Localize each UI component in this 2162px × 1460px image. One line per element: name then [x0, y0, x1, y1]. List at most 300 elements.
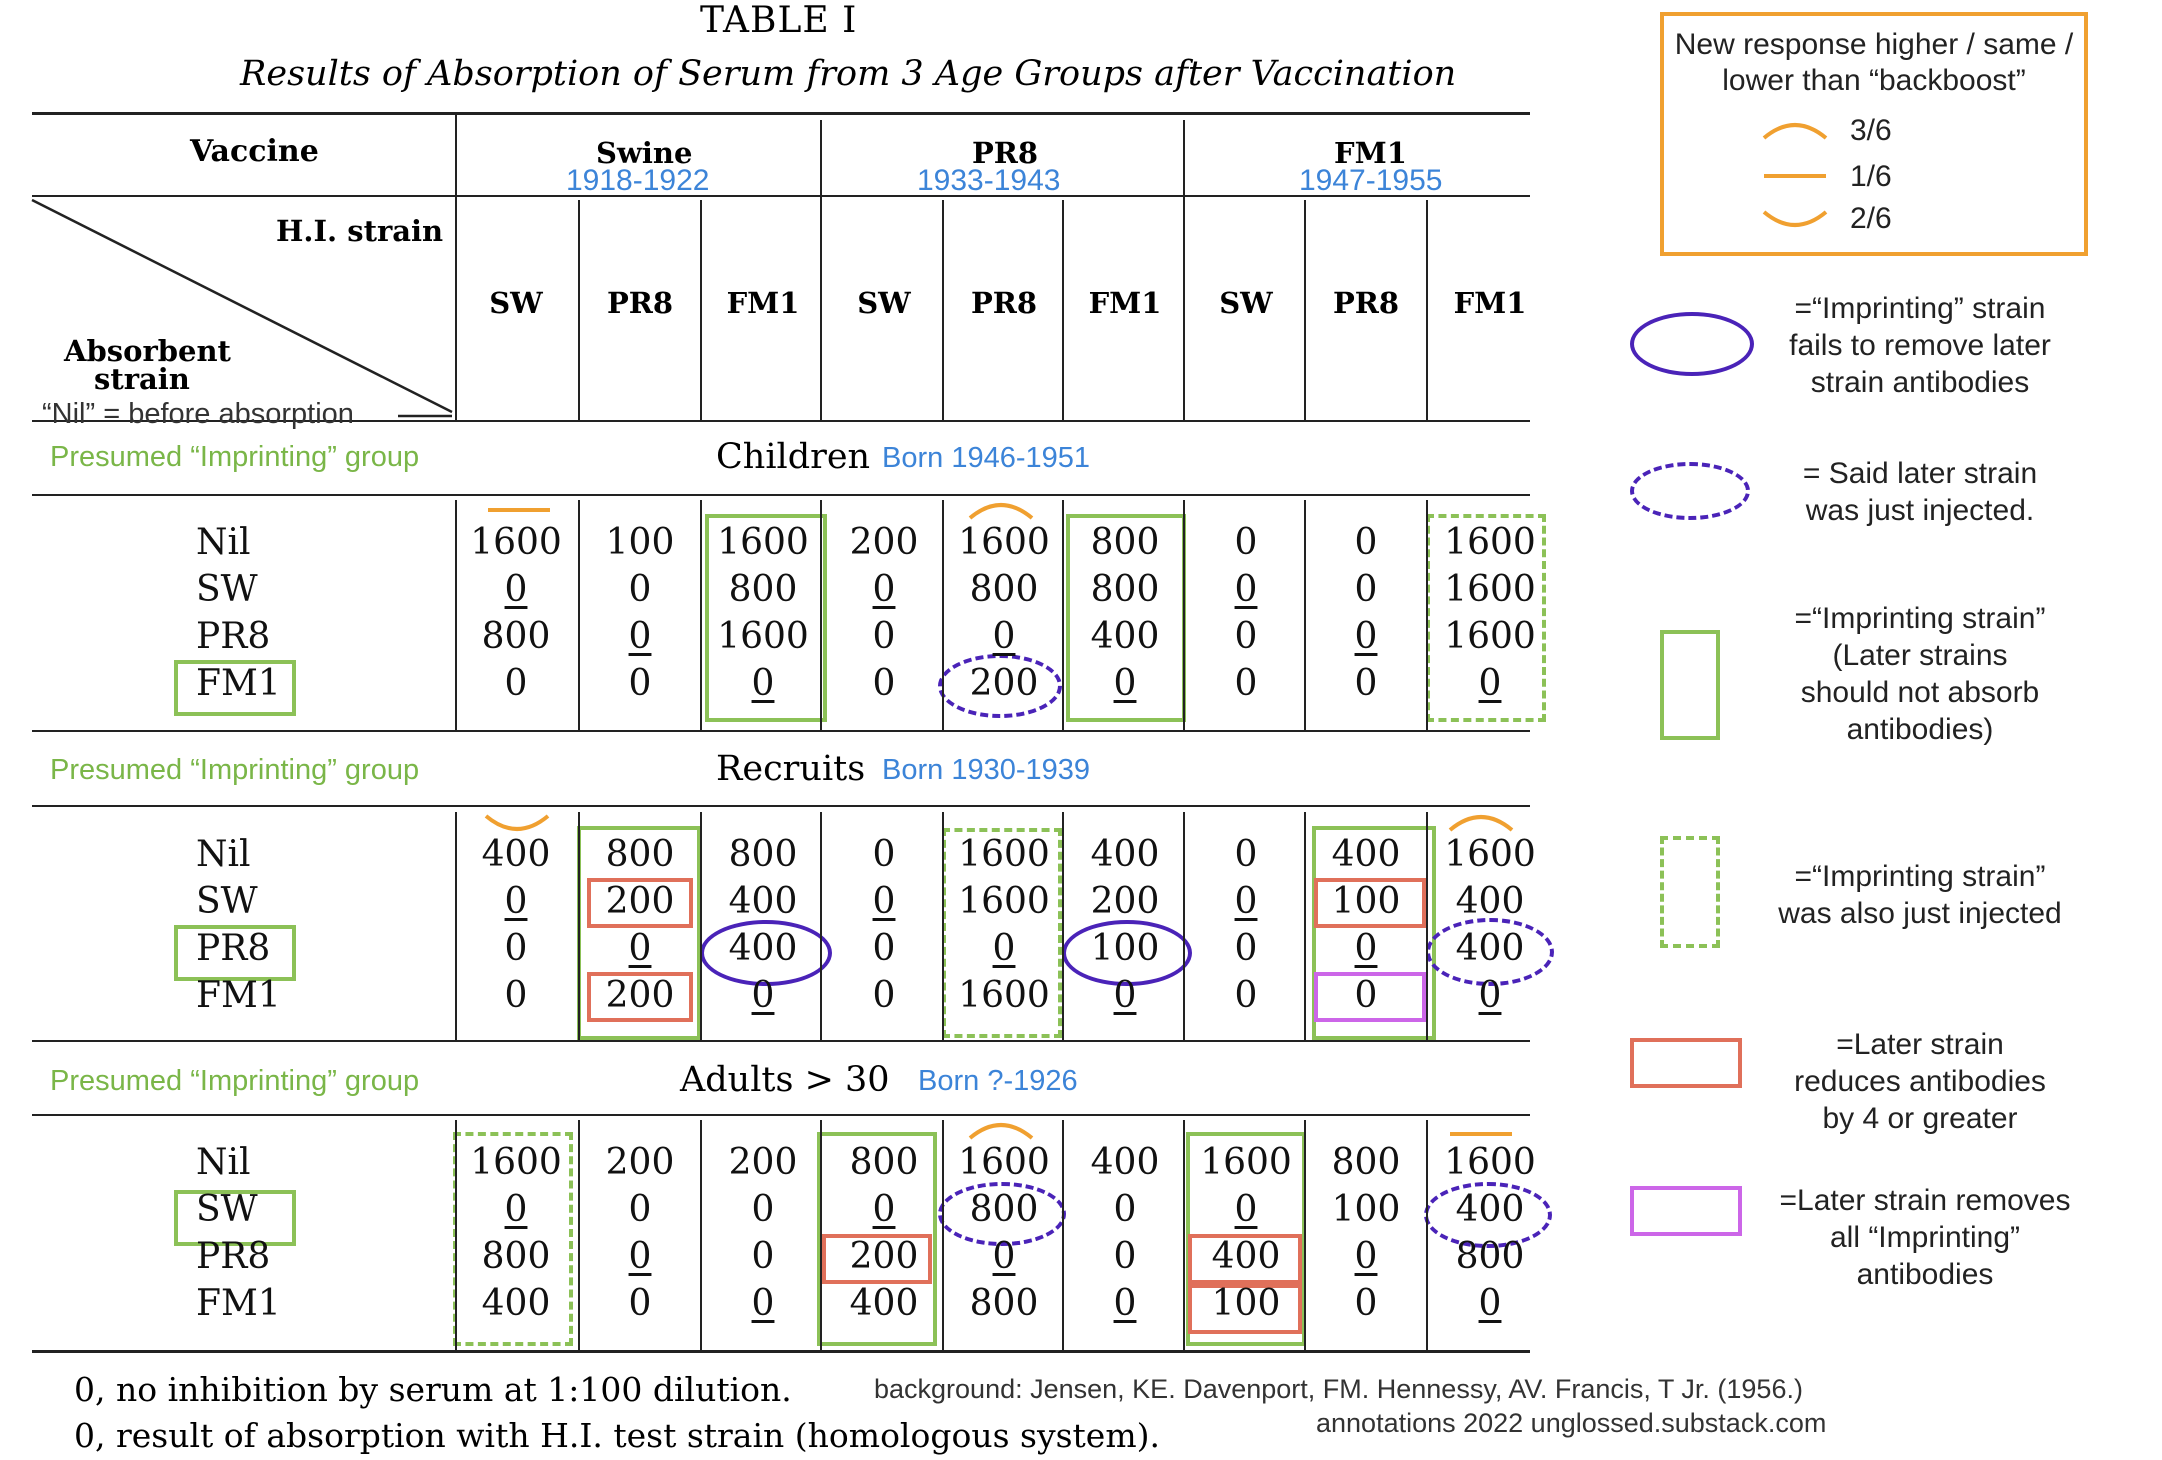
titer-value: 400 — [1090, 1142, 1160, 1183]
column-rule — [1426, 812, 1428, 1040]
titer-cell — [703, 1234, 823, 1280]
titer-value: 1600 — [1444, 1142, 1536, 1183]
titer-value: 100 — [1211, 1283, 1281, 1324]
titer-cell — [824, 1234, 944, 1280]
titer-value: 1600 — [1200, 1142, 1292, 1183]
titer-value: 0 — [1234, 616, 1258, 657]
titer-value: 200 — [728, 1142, 798, 1183]
titer-cell — [1186, 832, 1306, 878]
children-imprint-note: Presumed “Imprinting” group — [50, 441, 420, 473]
titer-value: 0 — [1113, 663, 1137, 704]
titer-value: 200 — [1090, 881, 1160, 922]
titer-value: 0 — [872, 928, 896, 969]
titer-cell — [580, 1281, 700, 1327]
titer-value: 0 — [1234, 881, 1258, 922]
column-rule — [700, 200, 702, 420]
absorbent-row-label: PR8 — [196, 928, 271, 969]
titer-value: 1600 — [717, 522, 809, 563]
titer-cell — [944, 661, 1064, 707]
rule-adults-top — [32, 1114, 1530, 1116]
titer-value: 0 — [1113, 1189, 1137, 1230]
titer-value: 0 — [628, 569, 652, 610]
titer-cell — [1306, 1140, 1426, 1186]
titer-value: 0 — [751, 1283, 775, 1324]
footnote-2: 0, result of absorption with H.I. test strain (homologous system). — [74, 1416, 1160, 1455]
titer-cell — [456, 926, 576, 972]
titer-value: 0 — [1234, 928, 1258, 969]
titer-cell — [1306, 1187, 1426, 1233]
legend-red-box-line-2: reduces antibodies — [1794, 1065, 2046, 1098]
titer-value: 0 — [1354, 1236, 1378, 1277]
titer-cell — [1065, 832, 1185, 878]
titer-cell — [1430, 1140, 1550, 1186]
titer-cell — [456, 520, 576, 566]
titer-cell — [1306, 614, 1426, 660]
titer-cell — [580, 926, 700, 972]
titer-cell — [703, 661, 823, 707]
titer-cell — [944, 567, 1064, 613]
legend-purple-box-line-2: all “Imprinting” — [1829, 1221, 2021, 1254]
titer-value: 800 — [969, 1283, 1039, 1324]
column-rule — [1426, 200, 1428, 420]
titer-value: 0 — [751, 663, 775, 704]
titer-cell — [944, 1234, 1064, 1280]
titer-value: 200 — [849, 522, 919, 563]
titer-value: 0 — [628, 928, 652, 969]
legend-purple-box-line-3: antibodies — [1856, 1258, 1994, 1291]
titer-value: 0 — [1354, 616, 1378, 657]
titer-value: 0 — [1354, 663, 1378, 704]
titer-cell — [1306, 1234, 1426, 1280]
adults-born: Born ?-1926 — [918, 1065, 1078, 1097]
titer-cell — [456, 567, 576, 613]
sep-label — [455, 115, 457, 420]
titer-cell — [1186, 520, 1306, 566]
titer-value: 100 — [605, 522, 675, 563]
titer-value: 0 — [1234, 975, 1258, 1016]
strain-label: strain — [94, 362, 190, 396]
titer-cell — [1065, 661, 1185, 707]
titer-value: 0 — [872, 881, 896, 922]
credit-1: background: Jensen, KE. Davenport, FM. Hennessy, AV. Francis, T Jr. (1956.) — [874, 1374, 1803, 1404]
legend-green-box-line-1: =“Imprinting strain” — [1794, 602, 2046, 635]
hi-strain-label: H.I. strain — [276, 214, 444, 248]
legend-higher-arc-icon — [1760, 118, 1830, 142]
titer-value: 0 — [1234, 569, 1258, 610]
titer-value: 400 — [728, 928, 798, 969]
titer-value: 0 — [1234, 834, 1258, 875]
titer-cell — [1186, 1234, 1306, 1280]
legend-red-box-line-3: by 4 or greater — [1822, 1102, 2018, 1135]
rule-recruits-bottom — [32, 1040, 1530, 1042]
titer-cell — [1065, 520, 1185, 566]
vaccine-swine: Swine — [596, 136, 693, 170]
titer-cell — [1306, 567, 1426, 613]
titer-value: 400 — [1455, 928, 1525, 969]
titer-cell — [456, 1140, 576, 1186]
titer-value: 200 — [605, 975, 675, 1016]
titer-value: 0 — [872, 569, 896, 610]
titer-cell — [824, 567, 944, 613]
titer-value: 1600 — [958, 881, 1050, 922]
titer-cell — [1186, 1187, 1306, 1233]
legend-solid-ellipse-line-3: strain antibodies — [1810, 366, 2030, 399]
legend-green-box-line-4: antibodies) — [1846, 713, 1994, 746]
rule-bottom — [32, 1350, 1530, 1353]
legend-solid-ellipse-line-1: =“Imprinting” strain — [1794, 292, 2046, 325]
titer-value: 0 — [1354, 522, 1378, 563]
titer-value: 0 — [872, 616, 896, 657]
titer-cell — [703, 614, 823, 660]
titer-cell — [1065, 1234, 1185, 1280]
titer-value: 0 — [504, 928, 528, 969]
titer-value: 0 — [504, 1189, 528, 1230]
vaccine-swine-years: 1918-1922 — [566, 164, 710, 197]
hi-strain-header: PR8 — [606, 286, 674, 320]
absorbent-row-label: SW — [196, 881, 258, 922]
hi-strain-header: SW — [1219, 286, 1273, 320]
titer-value: 0 — [1234, 1189, 1258, 1230]
legend-green-dashed-box-icon — [1660, 836, 1720, 948]
titer-value: 0 — [992, 616, 1016, 657]
titer-cell — [580, 879, 700, 925]
titer-value: 0 — [872, 663, 896, 704]
titer-cell — [1065, 1281, 1185, 1327]
titer-cell — [944, 879, 1064, 925]
titer-cell — [944, 926, 1064, 972]
titer-value: 1600 — [717, 616, 809, 657]
vaccine-fm1: FM1 — [1334, 136, 1407, 170]
titer-value: 100 — [1090, 928, 1160, 969]
titer-cell — [580, 661, 700, 707]
vaccine-pr8-years: 1933-1943 — [917, 164, 1061, 197]
titer-value: 1600 — [470, 522, 562, 563]
titer-value: 400 — [849, 1283, 919, 1324]
adults-group-name: Adults > 30 — [680, 1060, 890, 1100]
titer-cell — [944, 832, 1064, 878]
column-rule — [1426, 500, 1428, 730]
titer-cell — [1065, 973, 1185, 1019]
recruits-group-name: Recruits — [716, 749, 866, 789]
titer-value: 800 — [481, 1236, 551, 1277]
titer-cell — [1430, 973, 1550, 1019]
titer-value: 400 — [1455, 881, 1525, 922]
titer-value: 0 — [1354, 975, 1378, 1016]
titer-cell — [824, 1187, 944, 1233]
titer-cell — [1430, 926, 1550, 972]
titer-cell — [824, 1140, 944, 1186]
titer-value: 800 — [605, 834, 675, 875]
titer-cell — [456, 614, 576, 660]
titer-value: 400 — [1211, 1236, 1281, 1277]
absorbent-row-label: FM1 — [196, 1283, 281, 1324]
titer-value: 0 — [628, 1189, 652, 1230]
titer-cell — [944, 520, 1064, 566]
titer-value: 200 — [605, 881, 675, 922]
titer-cell — [456, 1187, 576, 1233]
titer-cell — [1065, 567, 1185, 613]
titer-cell — [1306, 973, 1426, 1019]
titer-cell — [580, 567, 700, 613]
titer-cell — [824, 520, 944, 566]
titer-cell — [1306, 832, 1426, 878]
recruits-imprint-note: Presumed “Imprinting” group — [50, 754, 420, 786]
column-rule — [700, 812, 702, 1040]
hi-strain-header: FM1 — [1453, 286, 1527, 320]
titer-value: 0 — [872, 975, 896, 1016]
legend-solid-ellipse-icon — [1630, 312, 1754, 376]
legend-green-box-icon — [1660, 630, 1720, 740]
titer-cell — [456, 1234, 576, 1280]
titer-cell — [1430, 1187, 1550, 1233]
legend-green-box-line-3: should not absorb — [1800, 676, 2040, 709]
absorbent-row-label: PR8 — [196, 616, 271, 657]
absorbent-row-label: SW — [196, 1189, 258, 1230]
absorbent-row-label: Nil — [196, 834, 251, 875]
titer-cell — [1306, 926, 1426, 972]
titer-value: 0 — [872, 1189, 896, 1230]
titer-value: 1600 — [1444, 522, 1536, 563]
titer-cell — [703, 832, 823, 878]
titer-value: 400 — [1455, 1189, 1525, 1230]
titer-cell — [944, 973, 1064, 1019]
titer-cell — [944, 1140, 1064, 1186]
titer-cell — [1186, 926, 1306, 972]
titer-cell — [1430, 567, 1550, 613]
titer-value: 0 — [992, 928, 1016, 969]
absorbent-row-label: Nil — [196, 1142, 251, 1183]
titer-value: 1600 — [958, 1142, 1050, 1183]
titer-cell — [824, 973, 944, 1019]
column-rule — [700, 1120, 702, 1350]
rule-children-top — [32, 494, 1530, 496]
titer-value: 0 — [1354, 1283, 1378, 1324]
titer-value: 1600 — [958, 522, 1050, 563]
titer-cell — [1186, 567, 1306, 613]
legend-red-box-line-1: =Later strain — [1836, 1028, 2004, 1061]
absorbent-row-label: PR8 — [196, 1236, 271, 1277]
table-subtitle: Results of Absorption of Serum from 3 Age Groups after Vaccination — [240, 54, 1457, 94]
titer-value: 1600 — [1444, 616, 1536, 657]
legend-same-value: 1/6 — [1850, 160, 1892, 193]
titer-cell — [703, 1187, 823, 1233]
titer-cell — [1186, 1140, 1306, 1186]
vaccine-pr8: PR8 — [972, 136, 1039, 170]
legend-higher-value: 3/6 — [1850, 114, 1892, 147]
titer-cell — [1065, 1187, 1185, 1233]
adults-imprint-note: Presumed “Imprinting” group — [50, 1065, 420, 1097]
legend-same-line-icon — [1760, 166, 1830, 186]
credit-2: annotations 2022 unglossed.substack.com — [1316, 1408, 1827, 1438]
titer-cell — [824, 832, 944, 878]
vaccine-fm1-years: 1947-1955 — [1299, 164, 1443, 197]
titer-value: 800 — [728, 569, 798, 610]
response-higher-mark-children-pr8 — [966, 498, 1036, 522]
titer-cell — [1430, 879, 1550, 925]
table-title: TABLE I — [700, 0, 858, 41]
titer-cell — [580, 1187, 700, 1233]
titer-cell — [580, 973, 700, 1019]
response-legend-title-2: lower than “backboost” — [1722, 64, 2026, 97]
titer-value: 400 — [481, 1283, 551, 1324]
titer-cell — [456, 1281, 576, 1327]
titer-value: 0 — [1354, 928, 1378, 969]
titer-cell — [824, 614, 944, 660]
titer-value: 200 — [969, 663, 1039, 704]
titer-cell — [1186, 879, 1306, 925]
titer-value: 0 — [1234, 663, 1258, 704]
titer-value: 0 — [628, 616, 652, 657]
titer-cell — [1065, 1140, 1185, 1186]
titer-cell — [703, 879, 823, 925]
legend-dashed-ellipse-line-1: = Said later strain — [1802, 457, 2038, 490]
hi-strain-header: FM1 — [726, 286, 800, 320]
rule-recruits-top — [32, 805, 1530, 807]
response-higher-mark-adults-pr8 — [966, 1118, 1036, 1142]
titer-value: 100 — [1331, 1189, 1401, 1230]
titer-value: 0 — [751, 975, 775, 1016]
rule-children-bottom — [32, 730, 1530, 732]
titer-value: 200 — [849, 1236, 919, 1277]
titer-cell — [580, 1140, 700, 1186]
titer-value: 0 — [992, 1236, 1016, 1277]
titer-cell — [1186, 614, 1306, 660]
titer-value: 800 — [969, 1189, 1039, 1230]
titer-value: 0 — [1113, 975, 1137, 1016]
legend-green-dashed-line-1: =“Imprinting strain” — [1794, 860, 2046, 893]
titer-cell — [703, 520, 823, 566]
legend-green-box-line-2: (Later strains — [1832, 639, 2008, 672]
titer-value: 1600 — [1444, 834, 1536, 875]
absorbent-row-label: SW — [196, 569, 258, 610]
titer-cell — [1065, 879, 1185, 925]
titer-value: 800 — [481, 616, 551, 657]
legend-dashed-ellipse-icon — [1630, 462, 1750, 520]
legend-lower-value: 2/6 — [1850, 202, 1892, 235]
column-rule — [700, 500, 702, 730]
titer-cell — [944, 614, 1064, 660]
titer-cell — [1430, 520, 1550, 566]
titer-value: 0 — [1113, 1283, 1137, 1324]
titer-value: 400 — [1090, 834, 1160, 875]
titer-cell — [824, 879, 944, 925]
titer-cell — [1065, 614, 1185, 660]
children-group-name: Children — [716, 437, 871, 477]
titer-cell — [456, 973, 576, 1019]
children-born: Born 1946-1951 — [882, 442, 1090, 474]
titer-value: 1600 — [958, 834, 1050, 875]
titer-value: 800 — [728, 834, 798, 875]
titer-value: 0 — [1113, 1236, 1137, 1277]
titer-cell — [1430, 1234, 1550, 1280]
recruits-born: Born 1930-1939 — [882, 754, 1090, 786]
titer-cell — [824, 661, 944, 707]
response-same-mark-children-swine — [484, 500, 554, 520]
titer-value: 0 — [504, 975, 528, 1016]
titer-value: 0 — [751, 1236, 775, 1277]
response-legend-title-1: New response higher / same / — [1674, 28, 2074, 61]
titer-cell — [1430, 832, 1550, 878]
titer-cell — [580, 520, 700, 566]
titer-cell — [824, 1281, 944, 1327]
titer-cell — [1186, 1281, 1306, 1327]
titer-cell — [1306, 520, 1426, 566]
titer-cell — [1306, 879, 1426, 925]
titer-cell — [703, 973, 823, 1019]
titer-value: 0 — [628, 1236, 652, 1277]
legend-lower-arc-icon — [1760, 208, 1830, 232]
titer-value: 0 — [628, 663, 652, 704]
hi-strain-header: PR8 — [970, 286, 1038, 320]
titer-cell — [456, 879, 576, 925]
titer-cell — [703, 1281, 823, 1327]
titer-cell — [1430, 614, 1550, 660]
titer-value: 800 — [969, 569, 1039, 610]
titer-value: 0 — [504, 663, 528, 704]
titer-value: 0 — [1478, 975, 1502, 1016]
titer-cell — [1306, 661, 1426, 707]
titer-value: 100 — [1331, 881, 1401, 922]
titer-value: 800 — [1455, 1236, 1525, 1277]
titer-value: 400 — [728, 881, 798, 922]
titer-cell — [703, 926, 823, 972]
titer-cell — [1306, 1281, 1426, 1327]
titer-value: 200 — [605, 1142, 675, 1183]
titer-value: 0 — [1478, 663, 1502, 704]
titer-cell — [1186, 661, 1306, 707]
titer-cell — [1065, 926, 1185, 972]
titer-cell — [1430, 661, 1550, 707]
legend-red-box-icon — [1630, 1038, 1742, 1088]
titer-value: 0 — [504, 569, 528, 610]
titer-value: 0 — [1478, 1283, 1502, 1324]
titer-value: 1600 — [1444, 569, 1536, 610]
titer-cell — [580, 832, 700, 878]
absorbent-label: Absorbent — [64, 334, 231, 368]
titer-value: 400 — [481, 834, 551, 875]
column-rule — [1426, 1120, 1428, 1350]
titer-value: 0 — [751, 1189, 775, 1230]
response-higher-mark-recruits-fm1 — [1446, 810, 1516, 834]
legend-dashed-ellipse-line-2: was just injected. — [1805, 494, 2035, 527]
hi-strain-header: PR8 — [1332, 286, 1400, 320]
titer-value: 800 — [1331, 1142, 1401, 1183]
titer-value: 0 — [872, 834, 896, 875]
titer-cell — [944, 1281, 1064, 1327]
legend-purple-box-line-1: =Later strain removes — [1779, 1184, 2071, 1217]
nil-note: “Nil” = before absorption — [42, 398, 354, 430]
titer-value: 1600 — [470, 1142, 562, 1183]
titer-cell — [703, 567, 823, 613]
titer-value: 800 — [1090, 522, 1160, 563]
absorbent-row-label: FM1 — [196, 975, 281, 1016]
vaccine-label: Vaccine — [190, 134, 319, 169]
titer-value: 400 — [1090, 616, 1160, 657]
titer-value: 0 — [628, 1283, 652, 1324]
legend-green-dashed-line-2: was also just injected — [1778, 897, 2062, 930]
titer-value: 400 — [1331, 834, 1401, 875]
absorbent-row-label: Nil — [196, 522, 251, 563]
titer-cell — [1186, 973, 1306, 1019]
titer-cell — [456, 832, 576, 878]
hi-strain-header: SW — [489, 286, 543, 320]
hi-strain-header: SW — [857, 286, 911, 320]
hi-strain-header: FM1 — [1088, 286, 1162, 320]
titer-cell — [1430, 1281, 1550, 1327]
legend-solid-ellipse-line-2: fails to remove later — [1789, 329, 2051, 362]
footnote-1: 0, no inhibition by serum at 1:100 dilution. — [74, 1370, 792, 1409]
absorbent-row-label: FM1 — [196, 663, 281, 704]
